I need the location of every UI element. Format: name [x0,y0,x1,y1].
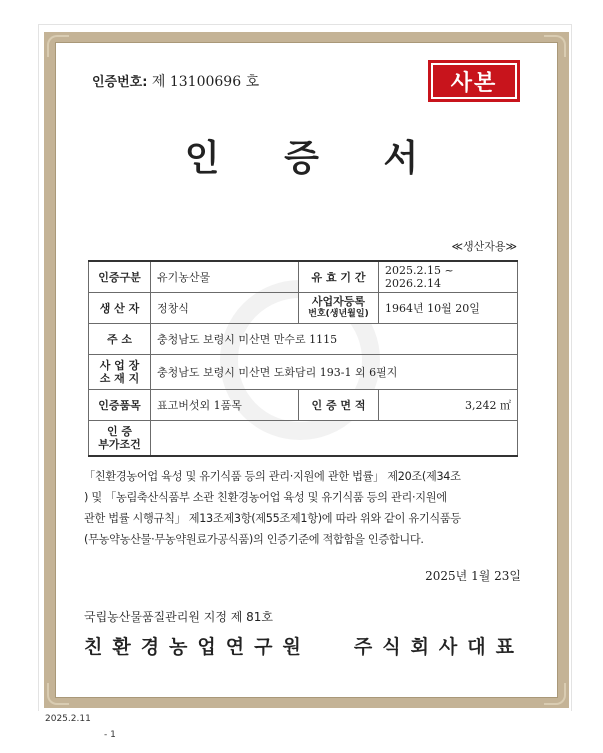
certificate-number-value: 제 13100696 호 [151,74,260,90]
item-label: 인증품목 [89,390,151,421]
designation-number: 국립농산물품질관리원 지정 제 81호 [84,610,274,624]
address-value: 충청남도 보령시 미산면 만수로 1115 [151,324,518,355]
cert-type-value: 유기농산물 [151,261,299,293]
condition-label-line1: 인 증 [106,425,133,438]
area-value: 3,242 ㎡ [379,390,518,421]
bizno-label-line2: 번호(생년월일) [308,309,369,319]
cert-type-label: 인증구분 [89,261,151,293]
producer-label: 생 산 자 [89,293,151,324]
usage-label: ≪생산자용≫ [451,240,517,253]
statement-line: 「친환경농어업 육성 및 유기식품 등의 관리·지원에 관한 법률」 제20조(제34조 [84,470,461,483]
certificate-number-label: 인증번호: [92,75,148,90]
site-label [89,355,151,390]
site-label-line2: 소 재 지 [99,372,140,385]
statement-line: (무농약농산물·무농약원료가공식품)의 인증기준에 적합함을 인증합니다. [84,533,424,546]
table-row [89,390,518,421]
certificate-number [92,71,259,91]
table-row [89,355,518,390]
copy-stamp-text: 사본 [431,63,517,99]
certificate-info-table [88,260,518,457]
statement-line: ) 및 「농림축산식품부 소관 친환경농어업 육성 및 유기식품 등의 관리·지원에 [84,491,447,504]
table-row [89,261,518,293]
condition-value [151,421,518,457]
bizno-label-line1: 사업자등록 [311,295,366,308]
site-value: 충청남도 보령시 미산면 도화담리 193-1 외 6필지 [151,355,518,390]
producer-value: 정창식 [151,293,299,324]
table-row [89,324,518,355]
address-label: 주 소 [89,324,151,355]
document-title: 인 증 서 [184,138,445,179]
table-row [89,293,518,324]
copy-stamp [428,60,520,102]
statement-line: 관한 법률 시행규칙」 제13조제3항(제55조제1항)에 따라 위와 같이 유기식품등 [84,512,461,525]
item-value: 표고버섯외 1품목 [151,390,299,421]
issuer-signature-line [84,632,524,659]
condition-label [89,421,151,457]
footer-page-number: - 1 [104,730,116,740]
bizno-label [299,293,379,324]
validity-label: 유 효 기 간 [299,261,379,293]
footer-date: 2025.2.11 [45,714,91,724]
validity-value: 2025.2.15 ~ 2026.2.14 [379,261,518,293]
condition-label-line2: 부가조건 [98,438,141,451]
certification-statement [84,466,524,550]
table-row [89,421,518,457]
area-label: 인 증 면 적 [299,390,379,421]
issue-date: 2025년 1월 23일 [425,569,521,583]
site-label-line1: 사 업 장 [99,359,140,372]
issuer-organization: 친환경농업연구원 [84,636,311,658]
issuer-title: 주식회사대표 [353,636,524,658]
bizno-value: 1964년 10월 20일 [379,293,518,324]
